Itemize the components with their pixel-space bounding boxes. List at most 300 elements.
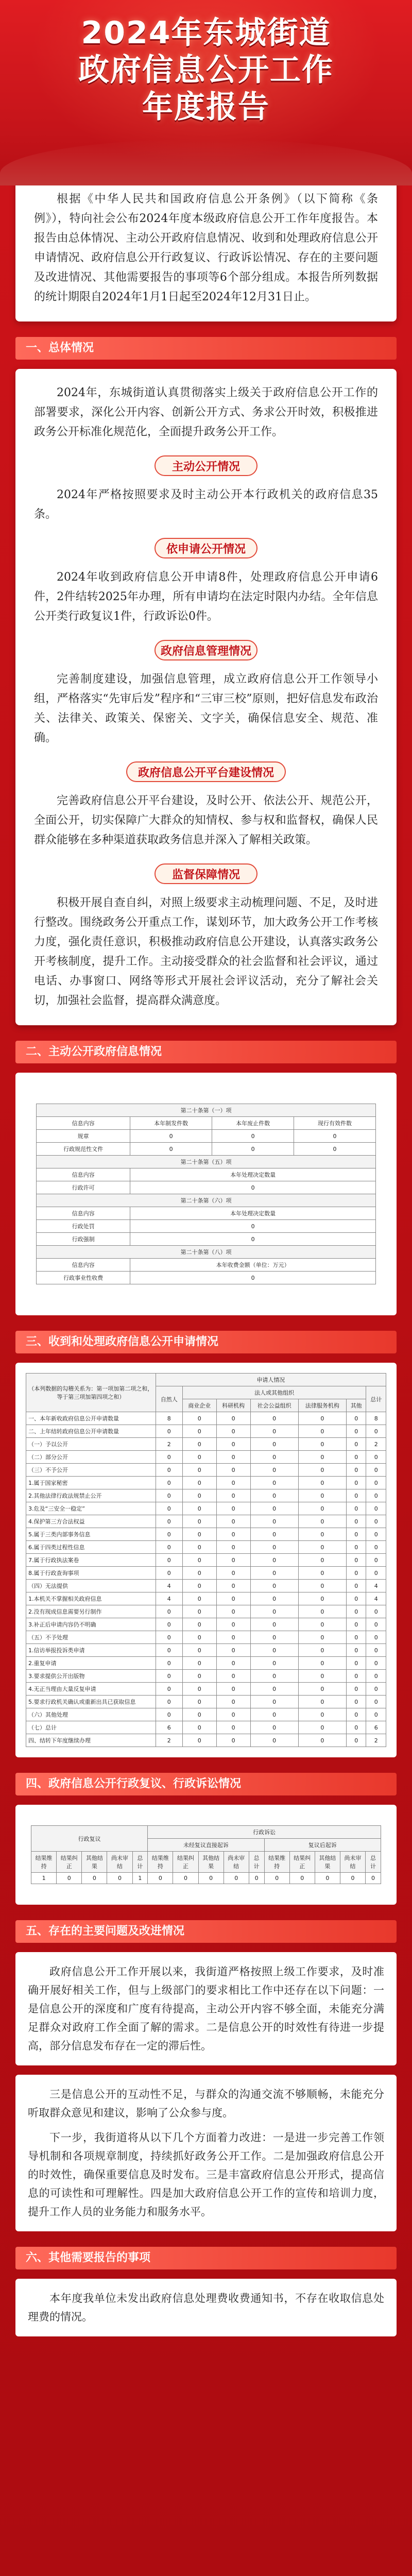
section5-card-2 <box>15 2075 397 2231</box>
table-cell: 0 <box>298 1618 346 1631</box>
table-cell: 0 <box>250 1477 298 1489</box>
table-cell: 0 <box>156 1696 182 1708</box>
table-cell: 0 <box>298 1477 346 1489</box>
tag-application-disclosure: 依申请公开情况 <box>154 538 258 558</box>
table-col-header: 尚未审结 <box>340 1852 365 1873</box>
table-cell: 0 <box>216 1502 250 1515</box>
table-cell: 0 <box>366 1477 386 1489</box>
table-cell: 0 <box>182 1592 216 1605</box>
table-cell: 0 <box>156 1683 182 1696</box>
table-cell: 0 <box>156 1605 182 1618</box>
table-cell: 0 <box>298 1580 346 1592</box>
table-row-label: 5.属于三类内部事务信息 <box>26 1528 156 1541</box>
table-cell: 0 <box>173 1873 198 1884</box>
table-cell: 0 <box>130 1272 376 1284</box>
table-col-header: 复议后起诉 <box>264 1839 381 1852</box>
table-group-header: 第二十条第（八）项 <box>37 1246 376 1259</box>
table-cell: 0 <box>216 1438 250 1451</box>
table-cell: 0 <box>156 1451 182 1464</box>
table-cell: 0 <box>216 1708 250 1721</box>
table-cell: 0 <box>346 1605 366 1618</box>
section3-table-wrap <box>15 1363 397 1757</box>
table-cell: 0 <box>182 1541 216 1554</box>
table-cell: 0 <box>366 1528 386 1541</box>
table-cell: 行政许可 <box>37 1181 130 1194</box>
table-cell: 0 <box>366 1873 381 1884</box>
table-row <box>26 1451 386 1464</box>
table-cell: 0 <box>294 1130 376 1143</box>
table-cell: 0 <box>182 1580 216 1592</box>
table-cell: 2 <box>366 1438 386 1451</box>
review-litigation-table <box>31 1825 381 1884</box>
table-cell: 0 <box>298 1438 346 1451</box>
table-cell: 0 <box>182 1670 216 1683</box>
table-cell: 0 <box>366 1554 386 1567</box>
table-cell: 0 <box>298 1528 346 1541</box>
table-cell: 0 <box>366 1502 386 1515</box>
table-col-header: 信息内容 <box>37 1168 130 1181</box>
section1-paragraph-platform: 完善政府信息公开平台建设，及时公开、依法公开、规范公开，全面公开，切实保障广大群众的知情权、参与权和监督权，确保人民群众能够在多种渠道获取政务信息并深入了解相关政策。 <box>34 794 378 846</box>
table-cell: 6 <box>156 1721 182 1734</box>
table-row <box>26 1721 386 1734</box>
table-cell: 0 <box>250 1580 298 1592</box>
table-cell: 0 <box>346 1592 366 1605</box>
table-row-label: 四、结转下年度继续办理 <box>26 1734 156 1747</box>
section1-paragraph-proactive: 2024年严格按照要求及时主动公开本行政机关的政府信息35条。 <box>34 488 378 521</box>
intro-card <box>15 175 397 321</box>
table-row <box>26 1554 386 1567</box>
table-row <box>26 1464 386 1477</box>
table-cell: 0 <box>298 1502 346 1515</box>
table-col-header: 结果纠正 <box>57 1852 82 1873</box>
table-cell: 0 <box>250 1708 298 1721</box>
table-group-header: 行政诉讼 <box>148 1826 381 1839</box>
table-cell: 0 <box>216 1631 250 1644</box>
table-cell: 0 <box>216 1554 250 1567</box>
table-cell: 0 <box>346 1502 366 1515</box>
table-row-label: （五）不予处理 <box>26 1631 156 1644</box>
table-row-label: 4.保护第三方合法权益 <box>26 1515 156 1528</box>
table-cell: 0 <box>156 1464 182 1477</box>
table-cell: 0 <box>216 1464 250 1477</box>
table-cell: 0 <box>250 1631 298 1644</box>
table-row <box>26 1657 386 1670</box>
table-cell: 0 <box>182 1605 216 1618</box>
table-cell: 行政事业性收费 <box>37 1272 130 1284</box>
table-col-header: 结果维持 <box>31 1852 57 1873</box>
table-cell: 0 <box>250 1657 298 1670</box>
table-cell: 0 <box>298 1541 346 1554</box>
table-row <box>26 1631 386 1644</box>
table-row-label: （四）无法提供 <box>26 1580 156 1592</box>
table-cell: 0 <box>156 1502 182 1515</box>
table-cell: 0 <box>250 1515 298 1528</box>
table-cell: 0 <box>294 1143 376 1156</box>
table-cell: 0 <box>182 1567 216 1580</box>
table-cell: 0 <box>346 1515 366 1528</box>
table-row <box>26 1541 386 1554</box>
table-cell: 0 <box>346 1451 366 1464</box>
table-row <box>26 1515 386 1528</box>
table-row <box>26 1592 386 1605</box>
table-cell: 0 <box>182 1438 216 1451</box>
table-cell: 0 <box>182 1631 216 1644</box>
table-cell: 0 <box>298 1605 346 1618</box>
table-cell: 0 <box>182 1489 216 1502</box>
table-cell: 0 <box>346 1464 366 1477</box>
table-col-header: 社会公益组织 <box>250 1399 298 1412</box>
table-row-label: 2.重复申请 <box>26 1657 156 1670</box>
section2-title: 二、主动公开政府信息情况 <box>15 1041 397 1063</box>
table-cell: 0 <box>156 1528 182 1541</box>
table-cell: 0 <box>366 1541 386 1554</box>
table-row <box>26 1528 386 1541</box>
table-cell: 0 <box>250 1605 298 1618</box>
application-handling-table <box>26 1373 386 1747</box>
table-cell: 0 <box>250 1567 298 1580</box>
table-cell: 0 <box>298 1734 346 1747</box>
table-cell: 0 <box>182 1708 216 1721</box>
table-cell: 0 <box>182 1515 216 1528</box>
table-cell: 0 <box>250 1502 298 1515</box>
table-cell: 0 <box>216 1541 250 1554</box>
table-col-header: 本年制发件数 <box>130 1117 212 1130</box>
table-row-label: 2.没有现成信息需要另行制作 <box>26 1605 156 1618</box>
table-cell: 0 <box>366 1515 386 1528</box>
table-col-header: 尚未审结 <box>224 1852 249 1873</box>
table-row-label: 1.本机关不掌握相关政府信息 <box>26 1592 156 1605</box>
table-cell: 0 <box>250 1451 298 1464</box>
table-cell: 0 <box>216 1515 250 1528</box>
section5-paragraph-improvements: 下一步，我街道将从以下几个方面着力改进：一是进一步完善工作领导机制和各项规章制度，持续抓好政务公开工作。二是加强政府信息公开的时效性，确保重要信息及时发布。三是丰富政府信息公开形式，提高信息的可读性和可理解性。四是加大政府信息公开工作的宣传和培训力度，提升工作人员的业务能力和服务水平。 <box>28 2131 384 2218</box>
section5-card <box>15 1952 397 2065</box>
table-cell: 0 <box>156 1631 182 1644</box>
table-col-header: 现行有效件数 <box>294 1117 376 1130</box>
table-row-label: 3.补正后申请内容仍不明确 <box>26 1618 156 1631</box>
table-cell: 0 <box>366 1618 386 1631</box>
table-cell: 0 <box>216 1412 250 1425</box>
table-cell: 0 <box>346 1438 366 1451</box>
table-cell: 0 <box>298 1464 346 1477</box>
table-cell: 0 <box>130 1233 376 1246</box>
table-cell: 0 <box>250 1554 298 1567</box>
table-col-header: 总计 <box>366 1386 386 1412</box>
table-cell: 0 <box>156 1670 182 1683</box>
table-cell: 4 <box>156 1592 182 1605</box>
table-row-label: 8.属于行政查询事项 <box>26 1567 156 1580</box>
table-cell: 0 <box>250 1618 298 1631</box>
table-col-header: 其他结果 <box>315 1852 340 1873</box>
section1-paragraph-management: 完善制度建设，加强信息管理，成立政府信息公开工作领导小组，严格落实“先审后发”程序和“三审三校”原则，把好信息发布政治关、法律关、政策关、保密关、文字关，确保信息安全、规范、准确。 <box>34 673 378 744</box>
table-col-header: 其他结果 <box>198 1852 224 1873</box>
table-cell: 4 <box>366 1580 386 1592</box>
table-col-header: 结果维持 <box>264 1852 289 1873</box>
table-cell: 0 <box>340 1873 365 1884</box>
table-cell: 0 <box>212 1130 294 1143</box>
table-cell: 0 <box>182 1657 216 1670</box>
table-cell: 0 <box>298 1554 346 1567</box>
table-row-label: 二、上年结转政府信息公开申请数量 <box>26 1425 156 1438</box>
table-cell: 0 <box>216 1683 250 1696</box>
section1-card <box>15 369 397 1025</box>
table-col-header: 信息内容 <box>37 1207 130 1220</box>
table-cell: 0 <box>182 1451 216 1464</box>
table-cell: 0 <box>182 1721 216 1734</box>
proactive-disclosure-table <box>36 1104 376 1284</box>
table-cell: 0 <box>156 1477 182 1489</box>
table-cell: 0 <box>366 1451 386 1464</box>
table-cell: 0 <box>298 1425 346 1438</box>
table-cell: 0 <box>346 1734 366 1747</box>
table-cell: 0 <box>366 1489 386 1502</box>
table-cell: 0 <box>298 1515 346 1528</box>
table-group-header: 行政复议 <box>31 1826 148 1852</box>
tag-info-management: 政府信息管理情况 <box>154 640 258 660</box>
table-row <box>26 1477 386 1489</box>
footer-spacer <box>0 2336 412 2398</box>
table-cell: 0 <box>156 1644 182 1657</box>
report-title-line1: 2024年东城街道 <box>81 15 331 51</box>
table-cell: 0 <box>346 1580 366 1592</box>
table-cell: 0 <box>216 1696 250 1708</box>
tag-supervision: 监督保障情况 <box>154 863 258 884</box>
report-title-line2: 政府信息公开工作 <box>78 52 334 88</box>
table-cell: 0 <box>366 1464 386 1477</box>
table-cell: 0 <box>250 1412 298 1425</box>
table-cell: 0 <box>346 1657 366 1670</box>
table-row-label: 7.属于行政执法案卷 <box>26 1554 156 1567</box>
table-col-header: 科研机构 <box>216 1399 250 1412</box>
report-title-line3: 年度报告 <box>142 89 270 125</box>
table-cell: 0 <box>366 1708 386 1721</box>
section3-title: 三、收到和处理政府信息公开申请情况 <box>15 1331 397 1353</box>
table-row <box>26 1683 386 1696</box>
section5-title: 五、存在的主要问题及改进情况 <box>15 1920 397 1943</box>
table-cell: 0 <box>130 1181 376 1194</box>
tag-proactive-disclosure: 主动公开情况 <box>154 455 258 476</box>
table-cell: 0 <box>182 1554 216 1567</box>
section6-title: 六、其他需要报告的事项 <box>15 2247 397 2269</box>
table-cell: 0 <box>366 1567 386 1580</box>
table-cell: 0 <box>250 1721 298 1734</box>
table-row-label: 2.其他法律行政法规禁止公开 <box>26 1489 156 1502</box>
table-cell: 0 <box>82 1873 107 1884</box>
table-cell: 0 <box>346 1618 366 1631</box>
table-row <box>26 1708 386 1721</box>
table-cell: 0 <box>250 1696 298 1708</box>
table-cell: 0 <box>216 1425 250 1438</box>
table-cell: 0 <box>249 1873 264 1884</box>
table-row-label: （三）不予公开 <box>26 1464 156 1477</box>
table-cell: 0 <box>216 1605 250 1618</box>
table-cell: 0 <box>298 1644 346 1657</box>
table-row <box>26 1670 386 1683</box>
intro-paragraph: 根据《中华人民共和国政府信息公开条例》（以下简称《条例》），特向社会公布2024年度本级政府信息公开工作年度报告。本报告由总体情况、主动公开政府信息情况、收到和处理政府信息公开申请情况、政府信息公开行政复议、行政诉讼情况、存在的主要问题及改进情况、其他需要报告的事项等6个部分组成。本报告所列数据的统计期限自2024年1月1日起至2024年12月31日止。 <box>34 193 378 303</box>
table-corner-note: （本列数据的勾稽关系为：第一项加第二项之和，等于第三项加第四项之和） <box>26 1374 156 1412</box>
table-row-label: （一）予以公开 <box>26 1438 156 1451</box>
table-cell: 0 <box>346 1477 366 1489</box>
table-cell: 0 <box>366 1683 386 1696</box>
table-row <box>26 1567 386 1580</box>
table-col-header: 其他 <box>346 1399 366 1412</box>
table-col-header: 尚未审结 <box>107 1852 132 1873</box>
table-cell: 0 <box>298 1451 346 1464</box>
table-row-label: （二）部分公开 <box>26 1451 156 1464</box>
table-row-label: 4.无正当理由大量反复申请 <box>26 1683 156 1696</box>
table-cell: 0 <box>156 1554 182 1567</box>
table-cell: 0 <box>289 1873 315 1884</box>
table-cell: 0 <box>250 1425 298 1438</box>
hero-banner <box>0 0 412 185</box>
table-cell: 0 <box>156 1425 182 1438</box>
table-row <box>26 1618 386 1631</box>
table-cell: 0 <box>298 1631 346 1644</box>
table-cell: 0 <box>156 1515 182 1528</box>
table-row <box>26 1734 386 1747</box>
table-cell: 1 <box>31 1873 57 1884</box>
table-row <box>26 1438 386 1451</box>
table-cell: 0 <box>250 1464 298 1477</box>
table-row <box>26 1696 386 1708</box>
table-cell: 0 <box>107 1873 132 1884</box>
table-cell: 0 <box>346 1721 366 1734</box>
table-col-header: 未经复议直接起诉 <box>148 1839 264 1852</box>
table-col-header: 法律服务机构 <box>298 1399 346 1412</box>
table-cell: 0 <box>250 1644 298 1657</box>
table-cell: 0 <box>182 1734 216 1747</box>
table-row-label: 5.要求行政机关确认或重新出具已获取信息 <box>26 1696 156 1708</box>
table-cell: 0 <box>346 1412 366 1425</box>
table-cell: 0 <box>298 1696 346 1708</box>
table-cell: 0 <box>264 1873 289 1884</box>
table-col-header: 总计 <box>132 1852 148 1873</box>
table-col-header: 本年废止件数 <box>212 1117 294 1130</box>
table-cell: 0 <box>212 1143 294 1156</box>
table-cell: 0 <box>346 1489 366 1502</box>
table-col-header: 信息内容 <box>37 1259 130 1272</box>
table-cell: 0 <box>182 1464 216 1477</box>
table-cell: 0 <box>216 1489 250 1502</box>
table-cell: 0 <box>366 1631 386 1644</box>
table-row-label: 1.属于国家秘密 <box>26 1477 156 1489</box>
table-cell: 0 <box>216 1644 250 1657</box>
table-cell: 0 <box>366 1605 386 1618</box>
table-cell: 2 <box>366 1734 386 1747</box>
table-cell: 6 <box>366 1721 386 1734</box>
table-row <box>26 1605 386 1618</box>
table-cell: 8 <box>366 1412 386 1425</box>
table-cell: 0 <box>250 1683 298 1696</box>
table-cell: 0 <box>346 1425 366 1438</box>
table-row-label: 1.信访举报投诉类申请 <box>26 1644 156 1657</box>
table-cell: 0 <box>298 1721 346 1734</box>
table-cell: 4 <box>156 1580 182 1592</box>
table-cell: 0 <box>216 1721 250 1734</box>
table-cell: 0 <box>156 1618 182 1631</box>
table-cell: 0 <box>366 1670 386 1683</box>
table-col-header: 本年收费金额（单位：万元） <box>130 1259 376 1272</box>
table-row-label: 一、本年新收政府信息公开申请数量 <box>26 1412 156 1425</box>
table-cell: 0 <box>315 1873 340 1884</box>
table-cell: 行政规范性文件 <box>37 1143 130 1156</box>
table-cell: 0 <box>366 1696 386 1708</box>
table-cell: 0 <box>298 1708 346 1721</box>
table-cell: 0 <box>216 1567 250 1580</box>
table-col-header: 结果纠正 <box>289 1852 315 1873</box>
table-cell: 0 <box>156 1657 182 1670</box>
table-cell: 0 <box>298 1657 346 1670</box>
table-cell: 0 <box>130 1130 212 1143</box>
section1-paragraph-overview: 2024年，东城街道认真贯彻落实上级关于政府信息公开工作的部署要求，深化公开内容、创新公开方式、务求公开时效，积极推进政务公开标准化规范化，全面提升政务公开工作。 <box>34 386 378 438</box>
table-cell: 0 <box>182 1528 216 1541</box>
table-row <box>26 1489 386 1502</box>
table-cell: 0 <box>130 1143 212 1156</box>
table-cell: 0 <box>198 1873 224 1884</box>
table-cell: 0 <box>346 1567 366 1580</box>
table-col-header: 其他结果 <box>82 1852 107 1873</box>
table-cell: 0 <box>216 1618 250 1631</box>
table-row-label: 3.要求提供公开出版物 <box>26 1670 156 1683</box>
table-cell: 0 <box>298 1489 346 1502</box>
table-cell: 0 <box>216 1528 250 1541</box>
table-cell: 0 <box>250 1592 298 1605</box>
table-row <box>26 1580 386 1592</box>
table-cell: 0 <box>182 1683 216 1696</box>
table-cell: 0 <box>182 1696 216 1708</box>
table-group-header: 第二十条第（一）项 <box>37 1104 376 1117</box>
table-cell: 0 <box>366 1657 386 1670</box>
table-group-header: 第二十条第（五）项 <box>37 1156 376 1168</box>
table-cell: 8 <box>156 1412 182 1425</box>
table-cell: 0 <box>156 1541 182 1554</box>
table-cell: 0 <box>298 1412 346 1425</box>
table-cell: 0 <box>298 1567 346 1580</box>
table-cell: 0 <box>346 1696 366 1708</box>
table-cell: 0 <box>298 1592 346 1605</box>
table-col-header: 商业企业 <box>182 1399 216 1412</box>
table-cell: 0 <box>298 1683 346 1696</box>
section5-paragraph-problems: 政府信息公开工作开展以来，我街道严格按照上级工作要求，及时准确开展好相关工作，但与上级部门的要求相比工作中还存在以下问题：一是信息公开的深度和广度有待提高，主动公开内容不够全面，未能充分满足群众对政府工作全面了解的需求。二是信息公开的时效性有待进一步提高，部分信息发布存在一定的滞后性。 <box>28 1965 384 2052</box>
table-cell: 0 <box>346 1708 366 1721</box>
table-row-label: 3.危及“三安全一稳定” <box>26 1502 156 1515</box>
table-col-header: 自然人 <box>156 1386 182 1412</box>
table-cell: 1 <box>132 1873 148 1884</box>
table-cell: 0 <box>298 1670 346 1683</box>
table-cell: 0 <box>182 1502 216 1515</box>
section4-title: 四、政府信息公开行政复议、行政诉讼情况 <box>15 1773 397 1795</box>
table-cell: 0 <box>182 1644 216 1657</box>
table-cell: 0 <box>182 1477 216 1489</box>
table-row <box>26 1425 386 1438</box>
section5-paragraph-interaction: 三是信息公开的互动性不足，与群众的沟通交流不够顺畅，未能充分听取群众意见和建议，影响了公众参与度。 <box>28 2088 384 2119</box>
tag-platform-building: 政府信息公开平台建设情况 <box>126 761 286 782</box>
section4-table-wrap <box>15 1805 397 1905</box>
table-cell: 0 <box>216 1657 250 1670</box>
table-cell: 2 <box>156 1734 182 1747</box>
table-cell: 2 <box>156 1438 182 1451</box>
table-col-header: 法人或其他组织 <box>182 1386 366 1399</box>
table-cell: 0 <box>346 1683 366 1696</box>
table-cell: 0 <box>250 1734 298 1747</box>
table-cell: 0 <box>250 1528 298 1541</box>
table-cell: 0 <box>346 1644 366 1657</box>
table-cell: 0 <box>250 1489 298 1502</box>
table-cell: 行政强制 <box>37 1233 130 1246</box>
table-row-label: （六）其他处理 <box>26 1708 156 1721</box>
table-cell: 0 <box>216 1670 250 1683</box>
table-cell: 0 <box>182 1425 216 1438</box>
table-row <box>26 1412 386 1425</box>
